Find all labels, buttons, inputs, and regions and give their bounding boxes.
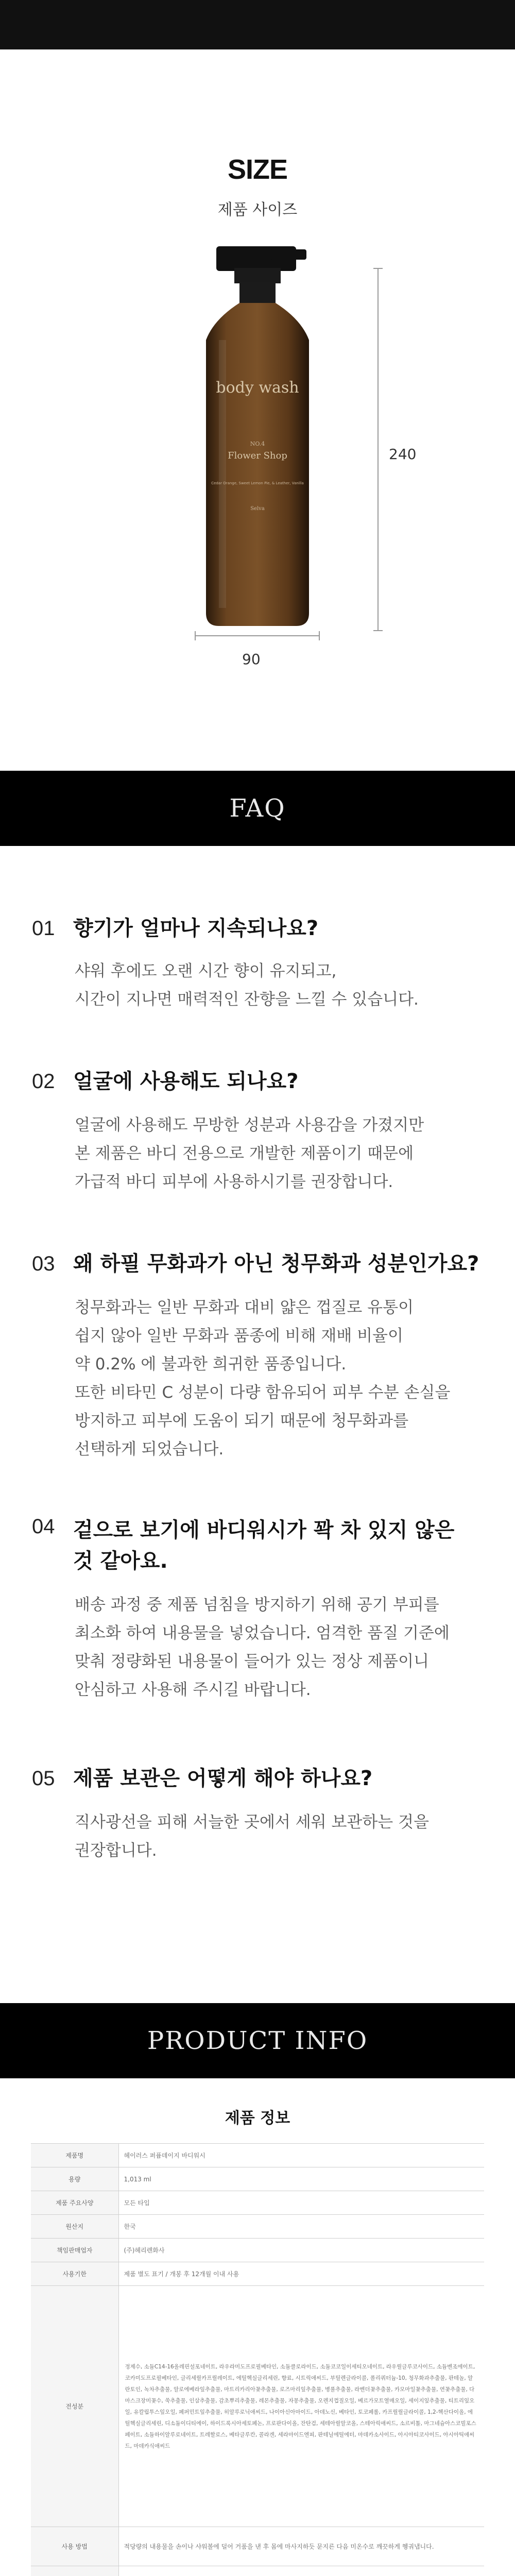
row-value: 헤이러스 퍼퓸데이지 바디워시 <box>118 2144 484 2167</box>
row-value: 정제수, 소듐C14-16올레핀설포네이트, 라우라미도프로필베타인, 소듐클로라이드, 소듐코코일이세티오네이트, 라우릴글루코사이드, 소듐벤조에이트, 코카미도프로필베타인, 글리세릴카프릴레이트, 에틸헥실글리세린, 향료, 시트릭애씨드, 부틸렌글라이콜, 폴리쿼터늄-10, 청무화과추출물, 판테놀, 알란토인, 녹차추출물, 알로에베라잎추출물, 마트리카리아꽃추출물, 로즈마리잎추출물, 병풀추출물, 라벤더꽃추출물, 카모마일꽃추출물, 연꽃추출물, 다마스크장미꽃수, 쑥추출물, 인삼추출물, 감초뿌리추출물, 레몬추출물, 자몽추출물, 오렌지껍질오일, 베르가모트열매오일, 세이지잎추출물, 티트리잎오일, 유칼립투스잎오일, 페퍼민트잎추출물, 히알루로닉애씨드, 나이아신아마이드, 아데노신, 베타인, 토코페롤, 카프릴릴글라이콜, 1,2-헥산다이올, 에틸헥실글리세린, 디소듐이디티에이, 하이드록시아세토페논, 프로판다이올, 잔탄검, 세테아릴알코올, 스테아릭애씨드, 소르비톨, 마그네슘아스코빌포스페이트, 소듐하이알루로네이트, 트레할로스, 베타글루칸, 콜라겐, 세라마이드엔피, 판테닐에틸에터, 마데카소사이드, 아시아티코사이드, 아시아틱애씨드, 마데카식애씨드 <box>118 2286 484 2527</box>
bottle-label-text: body wash <box>216 379 299 397</box>
table-row <box>31 2167 484 2191</box>
faq-answer: 샤워 후에도 오랜 시간 향이 유지되고, 시간이 지나면 매력적인 잔향을 느낄 수 있습니다. <box>75 962 419 1009</box>
row-label <box>31 2566 118 2576</box>
bottle-notes-text: Cedar Orange, Sweet Lemon Pie, & Leather, Vanilla <box>211 481 304 485</box>
size-subtitle: 제품 사이즈 <box>217 201 298 219</box>
table-row <box>31 2527 484 2566</box>
faq-question: 02 얼굴에 사용해도 되나요? <box>32 1070 299 1093</box>
table-row <box>31 2566 484 2576</box>
product-info-banner <box>0 2003 515 2078</box>
product-info-banner-title: PRODUCT INFO <box>147 2026 368 2055</box>
bottle-brand-text: Selva <box>250 506 265 512</box>
faq-question: 03 왜 하필 무화과가 아닌 청무화과 성분인가요? <box>32 1252 479 1276</box>
row-value: 적당량의 내용물을 손이나 샤워볼에 덜어 거품을 낸 후 몸에 마사지하듯 문지른 다음 미온수로 깨끗하게 헹궈냅니다. <box>118 2527 484 2566</box>
width-dimension-line <box>195 635 320 636</box>
top-bar <box>0 0 515 49</box>
faq-question: 01 향기가 얼마나 지속되나요? <box>32 917 319 940</box>
row-label: 원산지 <box>31 2215 118 2239</box>
faq-answer: 청무화과는 일반 무화과 대비 얇은 껍질로 유통이 쉽지 않아 일반 무화과 품종에 비해 재배 비율이 약 0.2% 에 불과한 희귀한 품종입니다. 또한 비타민 C 성분이 다량 함유되어 피부 수분 손실을 방지하고 피부에 도움이 되기 때문에 청무화과를 선택하게 되었습니다. <box>75 1298 451 1459</box>
row-value <box>118 2566 484 2576</box>
row-value: 모든 타입 <box>118 2191 484 2215</box>
product-info-table <box>31 2143 484 2576</box>
height-label: 240 <box>389 446 417 463</box>
product-info-title: 제품 정보 <box>225 2109 290 2127</box>
faq-banner <box>0 771 515 846</box>
table-row <box>31 2191 484 2215</box>
row-label: 용량 <box>31 2167 118 2191</box>
bottle-scent-text: Flower Shop <box>228 450 287 461</box>
row-label: 제품 주요사양 <box>31 2191 118 2215</box>
row-label: 전성분 <box>31 2286 118 2527</box>
width-label: 90 <box>242 651 261 668</box>
row-value: 한국 <box>118 2215 484 2239</box>
faq-answer: 얼굴에 사용해도 무방한 성분과 사용감을 가졌지만 본 제품은 바디 전용으로 개발한 제품이기 때문에 가급적 바디 피부에 사용하시기를 권장합니다. <box>75 1116 424 1191</box>
row-value: (주)헤리렌화사 <box>118 2239 484 2262</box>
faq-answer: 직사광선을 피해 서늘한 곳에서 세워 보관하는 것을 권장합니다. <box>75 1813 429 1860</box>
faq-question: 04 겉으로 보기에 바디워시가 꽉 차 있지 않은 것 같아요. <box>32 1515 455 1573</box>
row-label: 책임판매업자 <box>31 2239 118 2262</box>
row-label: 제품명 <box>31 2144 118 2167</box>
height-dimension-line <box>377 268 379 631</box>
table-row <box>31 2144 484 2167</box>
table-row <box>31 2215 484 2239</box>
table-row <box>31 2262 484 2286</box>
table-row <box>31 2286 484 2527</box>
faq-answer: 배송 과정 중 제품 넘침을 방지하기 위해 공기 부피를 최소화 하여 내용물을 넣었습니다. 엄격한 품질 기준에 맞춰 정량화된 내용물이 들어가 있는 정상 제품이니 안심하고 사용해 주시길 바랍니다. <box>75 1596 450 1699</box>
faq-question: 05 제품 보관은 어떻게 해야 하나요? <box>32 1767 373 1790</box>
bottle-image <box>178 242 337 634</box>
row-label: 사용 방법 <box>31 2527 118 2566</box>
row-label: 사용기한 <box>31 2262 118 2286</box>
faq-banner-title: FAQ <box>229 794 286 823</box>
bottle-number-text: NO.4 <box>250 440 265 447</box>
table-row <box>31 2239 484 2262</box>
row-value: 제품 별도 표기 / 개봉 후 12개월 이내 사용 <box>118 2262 484 2286</box>
size-title: SIZE <box>227 154 288 185</box>
row-value: 1,013 ml <box>118 2167 484 2191</box>
